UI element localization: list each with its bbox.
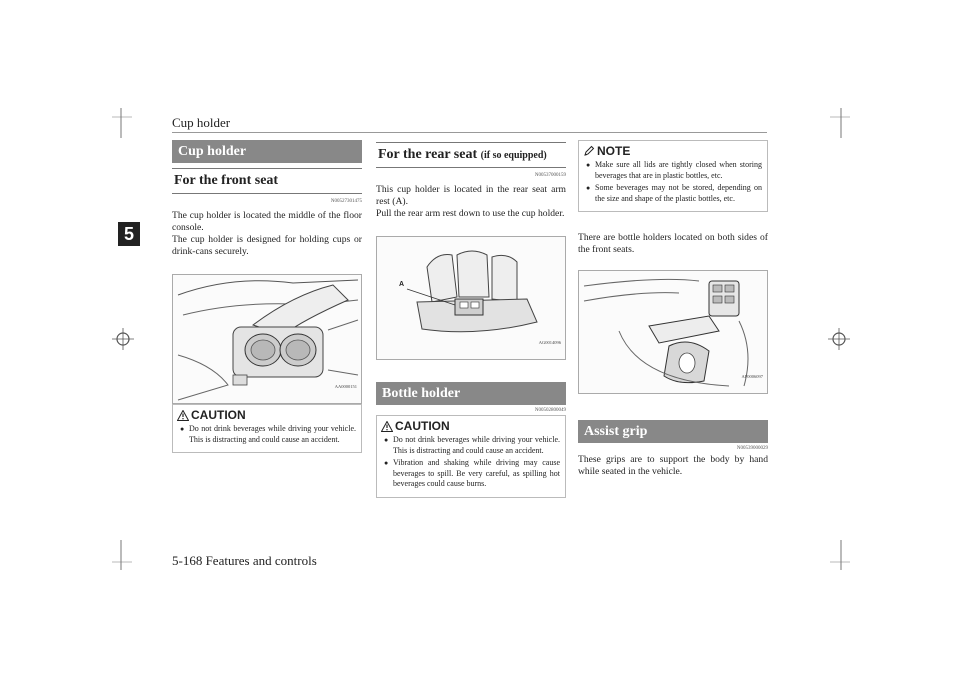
section-banner-bottle-holder: Bottle holder [376,382,566,405]
subheading-rear-seat [376,142,566,168]
section-code: N00527301475 [330,199,362,204]
section-code: N00502800049 [534,408,566,413]
figure-code: AA0000151 [334,384,357,389]
registration-mark-right [828,328,850,350]
caution-box-front [172,404,362,453]
figure-callout-a: A [399,281,405,288]
chapter-tab: 5 [118,222,140,246]
note-header [579,141,767,160]
warning-triangle-icon [177,410,189,421]
caution-item: ● Vibration and shaking while driving may cause beverages to spill. Be very careful, as spilling hot beverages could cause burns. [384,458,560,490]
caution-header [173,405,361,424]
caution-item: ● Do not drink beverages while driving your vehicle. This is distracting and could cause an accident. [384,435,560,456]
figure-rear-arm-rest [376,236,566,360]
caution-list [377,435,565,497]
warning-triangle-icon [381,421,393,432]
crop-mark-top-left [112,108,132,138]
crop-mark-top-right [830,108,850,138]
section-banner-assist-grip: Assist grip [578,420,768,443]
page-footer: 5-168 Features and controls [172,553,317,568]
paragraph-rear-location: This cup holder is located in the rear seat arm rest (A). [376,184,566,207]
rear-seat-note: (if so equipped) [480,150,547,161]
figure-code: AF0006097 [741,374,763,379]
section-code: N00537000159 [534,173,566,178]
door-panel-illustration [579,271,767,393]
section-code: N00539000029 [736,446,768,451]
registration-mark-left [112,328,134,350]
front-console-illustration [173,275,361,403]
crop-mark-bottom-left [112,540,132,570]
caution-box-bottle [376,415,566,498]
note-label: NOTE [597,144,631,158]
paragraph-bottle-holders: There are bottle holders located on both sides of the front seats. [578,232,768,255]
rear-seat-title: For the rear seat [378,147,478,162]
column-2 [376,140,566,498]
figure-door-bottle-holder [578,270,768,394]
note-pencil-icon [583,145,595,157]
caution-label: CAUTION [191,408,246,422]
caution-list [173,424,361,452]
rear-seat-illustration [377,237,565,359]
note-item: ● Some beverages may not be stored, depending on the size and shape of the plastic bottles, etc. [586,183,762,204]
note-list [579,160,767,211]
note-box [578,140,768,212]
subheading-front-seat: For the front seat [172,168,362,194]
caution-label: CAUTION [395,419,450,433]
column-3 [578,140,768,478]
note-item: ● Make sure all lids are tightly closed when storing beverages that are in plastic bottles, etc. [586,160,762,181]
caution-header [377,416,565,435]
caution-item: ● Do not drink beverages while driving your vehicle. This is distracting and could cause an accident. [180,424,356,445]
figure-front-cup-holder [172,274,362,404]
paragraph-assist-grip: These grips are to support the body by hand while seated in the vehicle. [578,454,768,477]
paragraph-design: The cup holder is designed for holding cups or drink-cans securely. [172,234,362,257]
page-header-title: Cup holder [172,115,231,130]
figure-code: AG0014096 [538,340,561,345]
column-1 [172,140,362,453]
header-rule [172,132,767,133]
paragraph-location: The cup holder is located the middle of the floor console. [172,210,362,233]
crop-mark-bottom-right [830,540,850,570]
paragraph-rear-usage: Pull the rear arm rest down to use the cup holder. [376,208,565,219]
section-banner-cup-holder: Cup holder [172,140,362,163]
